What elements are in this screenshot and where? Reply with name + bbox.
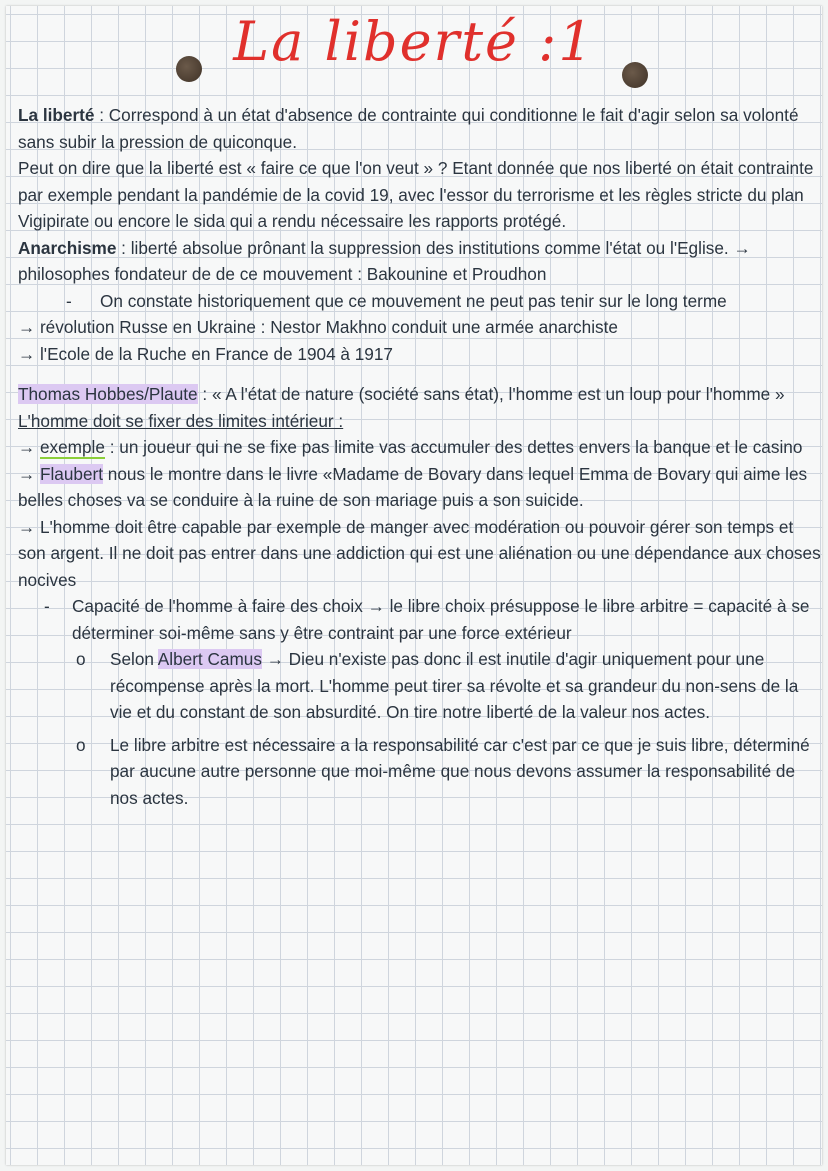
definition-term: La liberté: [18, 105, 95, 125]
flaubert-label: Flaubert: [39, 463, 104, 484]
camus-name: Albert Camus: [157, 649, 262, 669]
anarchisme-term: Anarchisme: [18, 237, 117, 258]
camus-text-wrap: [110, 646, 822, 726]
arrow-glyph: →: [18, 437, 40, 457]
camus-prefix: Selon: [110, 649, 158, 669]
capacite-point: [44, 593, 822, 646]
hobbes-paragraph: [18, 381, 822, 408]
hobbes-item-2-text: nous le montre dans le livre «Madame de Bovary dans lequel Emma de Bovary qui aime les belles choses va se conduire à la ruine de son mariage puis a son suicide.: [18, 463, 808, 510]
anarchisme-text: : liberté absolue prônant la suppression des institutions comme l'état ou l'Eglise. → philosophes fondateur de de ce mouvement : Bakounine et Proudhon: [18, 237, 751, 284]
anarchisme-paragraph: [18, 235, 822, 288]
hobbes-name: Thomas Hobbes/Plaute: [18, 384, 198, 404]
dash-bullet: -: [44, 596, 50, 616]
anarchisme-example-2: → l'Ecole de la Ruche en France de 1904 à 1917: [18, 343, 393, 364]
hobbes-item-2: [18, 461, 822, 514]
libre-arbitre-point: [76, 732, 822, 812]
definition-text: : Correspond à un état d'absence de contrainte qui conditionne le fait d'agir selon sa volonté sans subir la pression de quiconque.: [18, 105, 799, 152]
circle-bullet: o: [76, 649, 86, 669]
anarchisme-example-1: → révolution Russe en Ukraine : Nestor Makhno conduit une armée anarchiste: [18, 317, 618, 337]
hobbes-item-1: [18, 434, 822, 461]
camus-text: → Dieu n'existe pas donc il est inutile d'agir uniquement pour une récompense après la mort. L'homme peut tirer sa révolte et sa grandeur du non-sens de la vie et du constant de son absurdité. On tire notre liberté de la valeur nos actes.: [110, 649, 799, 722]
dash-bullet: -: [66, 290, 72, 311]
definition-paragraph: [18, 102, 822, 155]
camus-point: [76, 646, 822, 726]
question-paragraph: Peut on dire que la liberté est « faire ce que l'on veut » ? Etant donnée que nos liberté on était contrainte par exemple pendant la pandémie de la covid 19, avec l'essor du terrorisme et les règles stricte du plan Vigipirate ou encore le sida qui a rendu nécessaire les rapports protégé.: [18, 158, 814, 231]
libre-arbitre-text: Le libre arbitre est nécessaire a la responsabilité car c'est par ce que je suis libre, déterminé par aucune autre personne que moi-même que nous devons assumer la responsabilité de nos actes.: [110, 734, 810, 808]
notes-body: [18, 102, 822, 811]
hobbes-item-1-text: : un joueur qui ne se fixe pas limite vas accumuler des dettes envers la banque et le casino: [104, 437, 803, 457]
notebook-page: [6, 6, 822, 1165]
arrow-glyph: →: [18, 463, 40, 484]
anarchisme-point-text: On constate historiquement que ce mouvement ne peut pas tenir sur le long terme: [100, 290, 727, 311]
hobbes-quote: : « A l'état de nature (société sans état), l'homme est un loup pour l'homme »: [197, 384, 785, 404]
exemple-label: exemple: [39, 437, 105, 457]
hobbes-item-3: → L'homme doit être capable par exemple de manger avec modération ou pouvoir gérer son temps et son argent. Il ne doit pas entrer dans une addiction qui est une aliénation ou une dépendance aux choses nocives: [18, 516, 821, 590]
page-title: La liberté :1: [233, 10, 595, 73]
anarchisme-point: [66, 288, 822, 315]
circle-bullet: o: [76, 734, 86, 755]
capacite-text: Capacité de l'homme à faire des choix → le libre choix présuppose le libre arbitre = capacité à se déterminer soi-même sans y être contraint par une force extérieur: [72, 596, 810, 643]
hobbes-heading: L'homme doit se fixer des limites intérieur :: [18, 410, 344, 431]
